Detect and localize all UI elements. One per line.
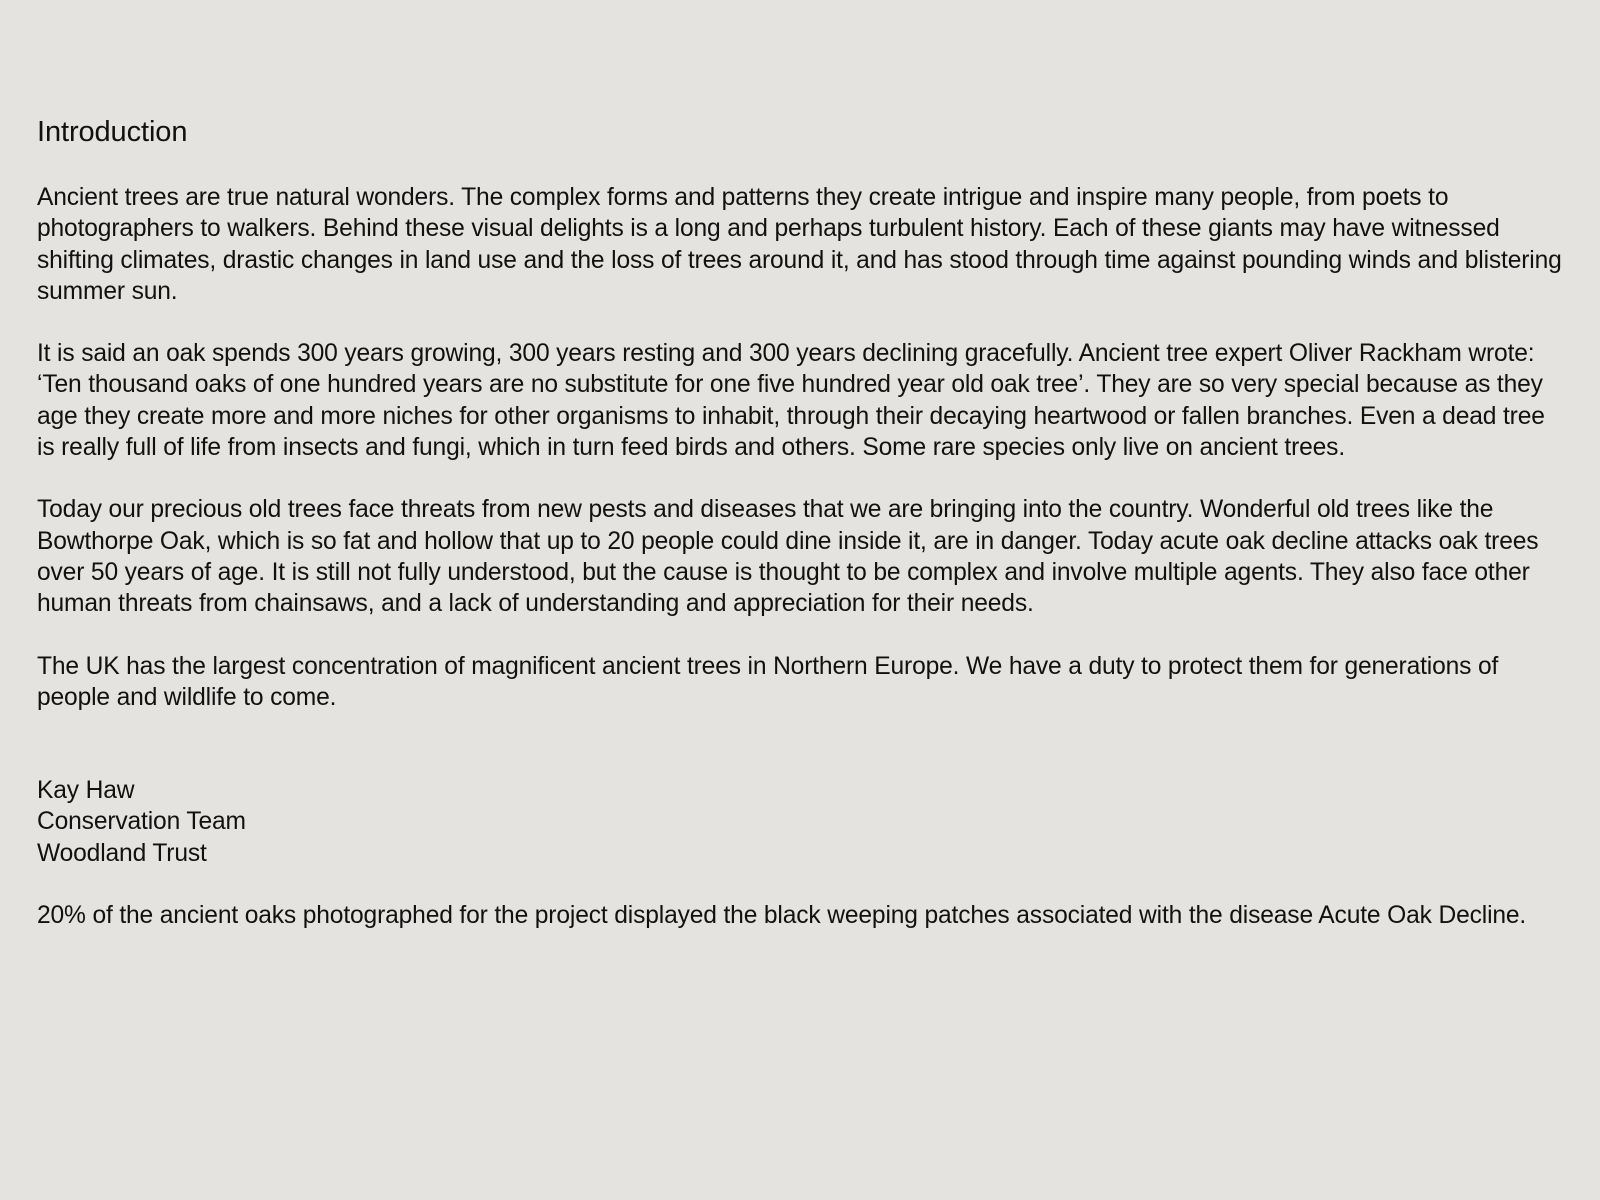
signature-name: Kay Haw — [37, 777, 135, 805]
intro-paragraph-1: Ancient trees are true natural wonders. The complex forms and patterns they create intrigue and inspire many people, from poets to photographers to walkers. Behind these visual delights is a long and perhaps turbulent history. Each of these giants may have witnessed shifting climates, drastic changes in land use and the loss of trees around it, and has stood through time against pounding winds and blistering summer sun. — [37, 184, 1562, 305]
intro-paragraph-4: The UK has the largest concentration of magnificent ancient trees in Northern Europe. We have a duty to protect them for generations of people and wildlife to come. — [37, 652, 1499, 711]
signature-block — [37, 775, 1564, 869]
intro-paragraph-3: Today our precious old trees face threats from new pests and diseases that we are bringing into the country. Wonderful old trees like the Bowthorpe Oak, which is so fat and hollow that up to 20 people could dine inside it, are in danger. Today acute oak decline attacks oak trees over 50 years of age. It is still not fully understood, but the cause is thought to be complex and involve multiple agents. They also face other human threats from chainsaws, and a lack of understanding and appreciation for their needs. — [37, 496, 1539, 618]
signature-team: Conservation Team — [37, 808, 246, 836]
intro-paragraph-2: It is said an oak spends 300 years growing, 300 years resting and 300 years declining gracefully. Ancient tree expert Oliver Rackham wrote: ‘Ten thousand oaks of one hundred years are no substitute for one five hundred year old oak tree’. They are so very special because as they age they create more and more niches for other organisms to inhabit, through their decaying heartwood or fallen branches. Even a dead tree is really full of life from insects and fungi, which in turn feed birds and others. Some rare species only live on ancient trees. — [37, 340, 1545, 462]
page-title: Introduction — [37, 116, 188, 148]
signature-organisation: Woodland Trust — [37, 839, 207, 867]
footnote: 20% of the ancient oaks photographed for the project displayed the black weeping patches associated with the disease Acute Oak Decline. — [37, 902, 1527, 930]
